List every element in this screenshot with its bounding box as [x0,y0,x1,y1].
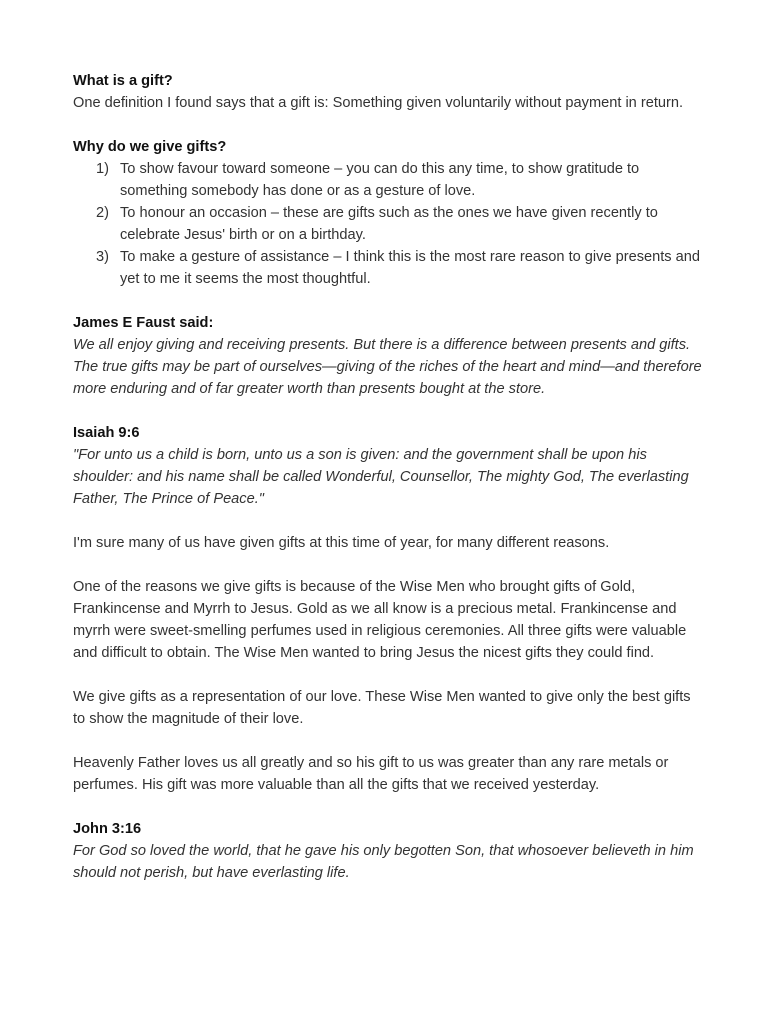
spacer [73,400,703,422]
body-paragraph: We give gifts as a representation of our love. These Wise Men wanted to give only the best gifts to show the magnitude of their love. [73,689,691,727]
spacer [73,554,703,576]
list-item-text: To make a gesture of assistance – I think this is the most rare reason to give presents and yet to me it seems the most thoughtful. [120,249,700,287]
john-heading: John 3:16 [73,821,142,837]
spacer [73,290,703,312]
spacer [73,730,703,752]
body-paragraph: I'm sure many of us have given gifts at this time of year, for many different reasons. [73,535,610,551]
faust-quote: We all enjoy giving and receiving presents. But there is a difference between presents and gifts. The true gifts may be part of ourselves—giving of the riches of the heart and mind—and therefore more enduring and of far greater worth than presents bought at the store. [73,337,702,397]
john-quote: For God so loved the world, that he gave his only begotten Son, that whosoever believeth in him should not perish, but have everlasting life. [73,843,694,881]
list-item [73,202,703,246]
list-item [73,246,703,290]
isaiah-heading: Isaiah 9:6 [73,425,140,441]
list-item-text: To show favour toward someone – you can do this any time, to show gratitude to something somebody has done or as a gesture of love. [120,161,640,199]
reasons-list [73,158,703,290]
faust-heading: James E Faust said: [73,315,214,331]
gift-definition-text: One definition I found says that a gift is: Something given voluntarily without payment in return. [73,95,684,111]
spacer [73,664,703,686]
list-item [73,158,703,202]
body-paragraph: Heavenly Father loves us all greatly and so his gift to us was greater than any rare metals or perfumes. His gift was more valuable than all the gifts that we received yesterday. [73,755,669,793]
list-item-number: 1) [96,161,109,177]
isaiah-quote: "For unto us a child is born, unto us a son is given: and the government shall be upon his shoulder: and his name shall be called Wonderful, Counsellor, The mighty God, The everlasting Father, The Prince of Peace." [73,447,689,507]
spacer [73,510,703,532]
spacer [73,114,703,136]
why-give-heading: Why do we give gifts? [73,139,227,155]
list-item-text: To honour an occasion – these are gifts such as the ones we have given recently to celebrate Jesus' birth or on a birthday. [120,205,658,243]
spacer [73,796,703,818]
list-item-number: 3) [96,249,109,265]
body-paragraph: One of the reasons we give gifts is because of the Wise Men who brought gifts of Gold, Frankincense and Myrrh to Jesus. Gold as we all know is a precious metal. Frankincense and myrrh were sweet-smelling perfumes used in religious ceremonies. All three gifts were valuable and difficult to obtain. The Wise Men wanted to bring Jesus the nicest gifts they could find. [73,579,687,661]
document-page [73,70,703,884]
list-item-number: 2) [96,205,109,221]
what-is-gift-heading: What is a gift? [73,73,173,89]
